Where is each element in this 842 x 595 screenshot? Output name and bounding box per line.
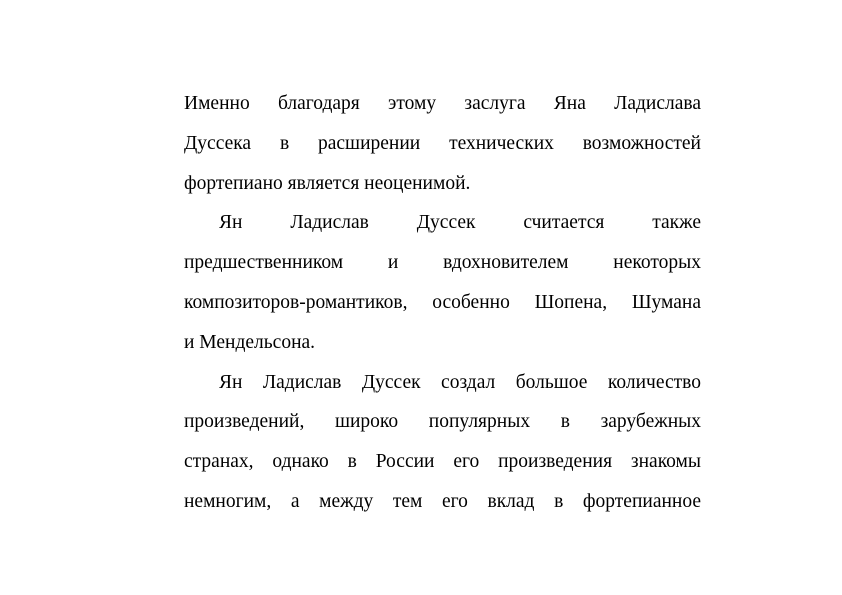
text-line: и Мендельсона.	[184, 331, 316, 353]
paragraph-2	[184, 203, 701, 362]
paragraph-3	[184, 363, 701, 522]
text-line: Именно благодаря этому заслуга Яна Ладислава	[184, 93, 701, 114]
text-line: немногим, а между тем его вклад в фортепианное	[184, 490, 701, 512]
text-line: предшественником и вдохновителем некоторых	[184, 252, 701, 274]
text-line: Ян Ладислав Дуссек создал большое количество	[219, 371, 701, 393]
text-line: композиторов-романтиков, особенно Шопена, Шумана	[184, 291, 701, 313]
body-text	[184, 84, 701, 522]
text-line: произведений, широко популярных в зарубежных	[184, 411, 701, 433]
paragraph-1	[184, 84, 701, 203]
text-line: фортепиано является неоценимой.	[184, 172, 471, 194]
text-line: Ян Ладислав Дуссек считается также	[219, 212, 701, 234]
text-line: Дуссека в расширении технических возможностей	[184, 132, 701, 154]
text-line: странах, однако в России его произведения знакомы	[184, 451, 701, 473]
